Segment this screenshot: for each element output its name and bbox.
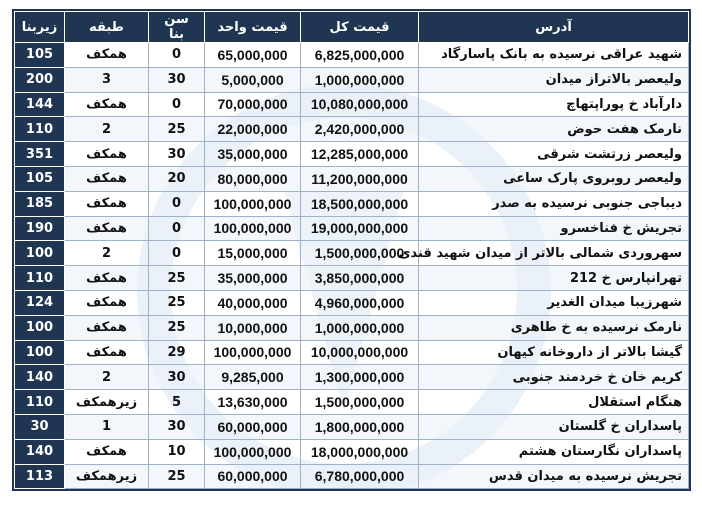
cell-floor: همکف — [65, 92, 149, 117]
cell-unit-price: 40,000,000 — [205, 290, 301, 315]
cell-total-price: 12,285,000,000 — [301, 142, 419, 167]
cell-floor: زیرهمکف — [65, 464, 149, 489]
cell-unit-price: 100,000,000 — [205, 191, 301, 216]
cell-total-price: 10,080,000,000 — [301, 92, 419, 117]
cell-unit-price: 60,000,000 — [205, 464, 301, 489]
cell-address: کریم خان خ خردمند جنوبی — [419, 365, 689, 390]
cell-area: 351 — [15, 142, 65, 167]
cell-address: ولیعصر بالاتراز میدان — [419, 67, 689, 92]
cell-age: 30 — [149, 365, 205, 390]
cell-area: 110 — [15, 266, 65, 291]
cell-total-price: 1,800,000,000 — [301, 414, 419, 439]
cell-address: نارمک هفت حوض — [419, 117, 689, 142]
cell-address: هنگام استقلال — [419, 390, 689, 415]
cell-unit-price: 100,000,000 — [205, 439, 301, 464]
cell-floor: 2 — [65, 365, 149, 390]
table-header-row — [15, 12, 689, 43]
cell-age: 30 — [149, 414, 205, 439]
cell-unit-price: 80,000,000 — [205, 166, 301, 191]
cell-address: ولیعصر زرتشت شرقی — [419, 142, 689, 167]
table-row — [15, 390, 689, 415]
table-row — [15, 92, 689, 117]
cell-area: 110 — [15, 390, 65, 415]
cell-address: دارآباد خ پوراپتهاچ — [419, 92, 689, 117]
cell-total-price: 1,500,000,000 — [301, 390, 419, 415]
cell-unit-price: 35,000,000 — [205, 142, 301, 167]
cell-age: 25 — [149, 464, 205, 489]
header-unit-price: قیمت واحد — [205, 12, 301, 43]
cell-unit-price: 5,000,000 — [205, 67, 301, 92]
cell-area: 140 — [15, 439, 65, 464]
cell-total-price: 18,500,000,000 — [301, 191, 419, 216]
housing-price-table — [14, 11, 689, 489]
cell-floor: همکف — [65, 439, 149, 464]
table-row — [15, 464, 689, 489]
header-floor: طبقه — [65, 12, 149, 43]
cell-floor: همکف — [65, 166, 149, 191]
cell-area: 124 — [15, 290, 65, 315]
cell-age: 30 — [149, 67, 205, 92]
cell-area: 190 — [15, 216, 65, 241]
cell-floor: همکف — [65, 315, 149, 340]
cell-age: 5 — [149, 390, 205, 415]
table-row — [15, 266, 689, 291]
cell-unit-price: 13,630,000 — [205, 390, 301, 415]
cell-address: تجریش خ فناخسرو — [419, 216, 689, 241]
cell-age: 10 — [149, 439, 205, 464]
table-row — [15, 117, 689, 142]
table-row — [15, 142, 689, 167]
table-row — [15, 439, 689, 464]
header-total-price: قیمت کل — [301, 12, 419, 43]
cell-age: 0 — [149, 43, 205, 68]
cell-floor: زیرهمکف — [65, 390, 149, 415]
cell-age: 0 — [149, 191, 205, 216]
cell-age: 29 — [149, 340, 205, 365]
header-age: سن بنا — [149, 12, 205, 43]
cell-floor: همکف — [65, 191, 149, 216]
table-row — [15, 67, 689, 92]
cell-unit-price: 100,000,000 — [205, 340, 301, 365]
cell-floor: همکف — [65, 216, 149, 241]
cell-floor: همکف — [65, 266, 149, 291]
table-row — [15, 43, 689, 68]
cell-floor: 1 — [65, 414, 149, 439]
cell-address: پاسداران خ گلستان — [419, 414, 689, 439]
cell-area: 200 — [15, 67, 65, 92]
header-area: زیربنا — [15, 12, 65, 43]
cell-floor: همکف — [65, 290, 149, 315]
cell-area: 105 — [15, 166, 65, 191]
table-row — [15, 340, 689, 365]
table-row — [15, 191, 689, 216]
cell-total-price: 19,000,000,000 — [301, 216, 419, 241]
table-row — [15, 216, 689, 241]
cell-age: 25 — [149, 266, 205, 291]
cell-address: تجریش نرسیده به میدان قدس — [419, 464, 689, 489]
cell-floor: 2 — [65, 241, 149, 266]
cell-floor: همکف — [65, 142, 149, 167]
cell-age: 0 — [149, 92, 205, 117]
cell-total-price: 1,000,000,000 — [301, 315, 419, 340]
cell-total-price: 1,300,000,000 — [301, 365, 419, 390]
cell-age: 25 — [149, 117, 205, 142]
cell-age: 25 — [149, 290, 205, 315]
cell-area: 185 — [15, 191, 65, 216]
cell-unit-price: 15,000,000 — [205, 241, 301, 266]
cell-total-price: 3,850,000,000 — [301, 266, 419, 291]
cell-total-price: 1,000,000,000 — [301, 67, 419, 92]
price-table-container — [12, 9, 691, 491]
cell-area: 140 — [15, 365, 65, 390]
cell-area: 100 — [15, 340, 65, 365]
cell-address: ولیعصر روبروی پارک ساعی — [419, 166, 689, 191]
table-row — [15, 365, 689, 390]
cell-age: 0 — [149, 216, 205, 241]
cell-address: گیشا بالاتر از داروخانه کیهان — [419, 340, 689, 365]
cell-address: پاسداران نگارستان هشتم — [419, 439, 689, 464]
table-row — [15, 166, 689, 191]
cell-unit-price: 10,000,000 — [205, 315, 301, 340]
cell-address: شهید عراقی نرسیده به بانک پاسارگاد — [419, 43, 689, 68]
cell-unit-price: 70,000,000 — [205, 92, 301, 117]
cell-address: سهروردی شمالی بالاتر از میدان شهید قندی — [419, 241, 689, 266]
cell-unit-price: 60,000,000 — [205, 414, 301, 439]
cell-total-price: 2,420,000,000 — [301, 117, 419, 142]
cell-total-price: 18,000,000,000 — [301, 439, 419, 464]
cell-total-price: 6,780,000,000 — [301, 464, 419, 489]
cell-area: 105 — [15, 43, 65, 68]
cell-floor: همکف — [65, 43, 149, 68]
cell-address: دیباجی جنوبی نرسیده به صدر — [419, 191, 689, 216]
table-row — [15, 315, 689, 340]
cell-floor: 2 — [65, 117, 149, 142]
table-row — [15, 414, 689, 439]
cell-unit-price: 22,000,000 — [205, 117, 301, 142]
cell-unit-price: 65,000,000 — [205, 43, 301, 68]
cell-unit-price: 35,000,000 — [205, 266, 301, 291]
cell-floor: 3 — [65, 67, 149, 92]
cell-total-price: 1,500,000,000 — [301, 241, 419, 266]
cell-age: 0 — [149, 241, 205, 266]
cell-area: 144 — [15, 92, 65, 117]
cell-address: نارمک نرسیده به خ طاهری — [419, 315, 689, 340]
cell-age: 25 — [149, 315, 205, 340]
cell-total-price: 4,960,000,000 — [301, 290, 419, 315]
cell-area: 100 — [15, 315, 65, 340]
cell-total-price: 10,000,000,000 — [301, 340, 419, 365]
cell-unit-price: 100,000,000 — [205, 216, 301, 241]
cell-age: 30 — [149, 142, 205, 167]
cell-unit-price: 9,285,000 — [205, 365, 301, 390]
header-address: آدرس — [419, 12, 689, 43]
cell-age: 20 — [149, 166, 205, 191]
cell-total-price: 6,825,000,000 — [301, 43, 419, 68]
table-row — [15, 241, 689, 266]
cell-floor: همکف — [65, 340, 149, 365]
cell-address: شهرزیبا میدان الغدیر — [419, 290, 689, 315]
cell-area: 113 — [15, 464, 65, 489]
cell-area: 30 — [15, 414, 65, 439]
cell-total-price: 11,200,000,000 — [301, 166, 419, 191]
cell-area: 100 — [15, 241, 65, 266]
cell-address: تهرانپارس خ 212 — [419, 266, 689, 291]
table-row — [15, 290, 689, 315]
cell-area: 110 — [15, 117, 65, 142]
